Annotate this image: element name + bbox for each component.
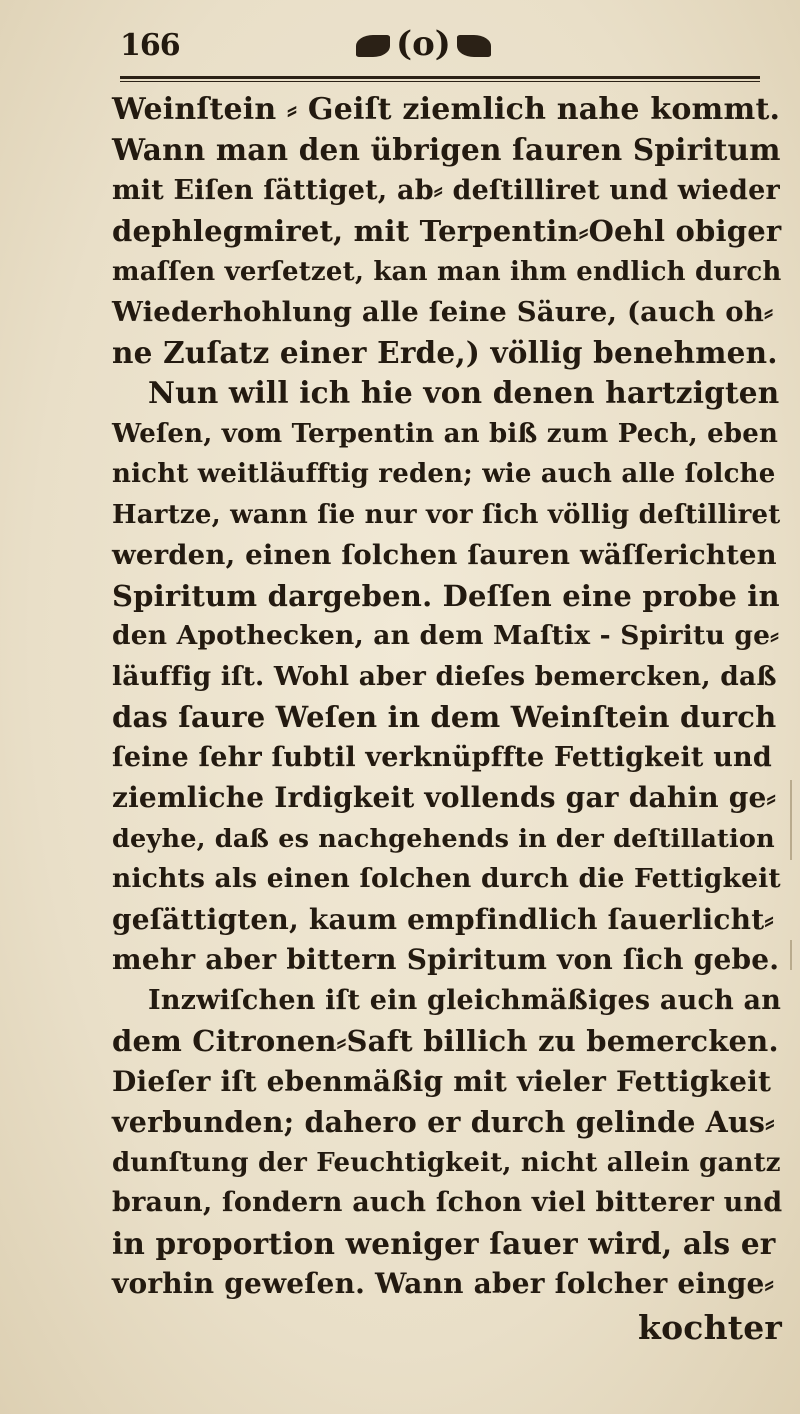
text-line: dephlegmiret, mit Terpentin⸗Oehl obiger — [112, 214, 782, 248]
catchword: kochter — [638, 1308, 782, 1347]
text-line: werden, einen ſolchen ſauren wäſſerichten — [112, 539, 777, 571]
ornament-center: (o) — [396, 24, 451, 64]
text-line: dem Citronen⸗Saft billich zu bemercken. — [112, 1024, 779, 1058]
text-line: dunſtung der Feuchtigkeit, nicht allein gantz — [112, 1148, 781, 1178]
header-ornament — [350, 24, 497, 64]
text-line: ſeine ſehr ſubtil verknüpffte Fettigkeit und — [112, 742, 772, 773]
text-line: deyhe, daß es nachgehends in der deſtillation — [112, 824, 775, 854]
text-line: Wann man den übrigen ſauren Spiritum — [112, 132, 781, 167]
text-line: den Apothecken, an dem Maſtix - Spiritu ge⸗ — [112, 620, 780, 651]
text-line: Inzwiſchen iſt ein gleichmäßiges auch an — [148, 985, 782, 1016]
text-line: ne Zuſatz einer Erde,) völlig benehmen. — [112, 335, 778, 370]
text-line: nichts als einen ſolchen durch die Fettigkeit — [112, 863, 781, 894]
page-header — [120, 22, 760, 74]
text-line: nicht weitläufftig reden; wie auch alle ſolche — [112, 459, 776, 489]
page-number: 166 — [120, 28, 180, 63]
text-line: Wiederhohlung alle ſeine Säure, (auch oh⸗ — [112, 296, 774, 328]
text-line: läuffig iſt. Wohl aber dieſes bemercken, daß — [112, 661, 777, 692]
text-line: Spiritum dargeben. Deſſen eine probe in — [112, 579, 780, 613]
text-line: geſättigten, kaum empfindlich ſauerlicht⸗ — [112, 903, 774, 936]
text-line: Nun will ich hie von denen hartzigten — [148, 375, 780, 410]
text-line: mit Eiſen ſättiget, ab⸗ deſtilliret und wieder — [112, 175, 780, 206]
text-line: das ſaure Weſen in dem Weinſtein durch — [112, 700, 777, 734]
text-line: braun, ſondern auch ſchon viel bitterer und — [112, 1187, 783, 1218]
text-line: mehr aber bittern Spiritum von ſich gebe. — [112, 943, 780, 976]
left-ornament-icon — [356, 35, 390, 57]
text-line: ziemliche Irdigkeit vollends gar dahin ge⸗ — [112, 781, 777, 814]
text-line: Hartze, wann ſie nur vor ſich völlig deſtilliret — [112, 500, 781, 530]
right-ornament-icon — [457, 35, 491, 57]
text-line: verbunden; dahero er durch gelinde Aus⸗ — [112, 1105, 775, 1139]
text-line: Weinſtein ⸗ Geiſt ziemlich nahe kommt. — [112, 92, 781, 127]
header-rule — [120, 76, 760, 82]
bleed-through-mark — [790, 780, 792, 860]
bleed-through-mark — [790, 940, 792, 970]
text-line: Dieſer iſt ebenmäßig mit vieler Fettigkeit — [112, 1065, 772, 1098]
text-line: maſſen verſetzet, kan man ihm endlich durch — [112, 257, 782, 287]
text-line: Weſen, vom Terpentin an biß zum Pech, eben — [112, 419, 779, 449]
text-line: in proportion weniger ſauer wird, als er — [112, 1226, 776, 1261]
text-line: vorhin geweſen. Wann aber ſolcher einge⸗ — [112, 1267, 775, 1300]
